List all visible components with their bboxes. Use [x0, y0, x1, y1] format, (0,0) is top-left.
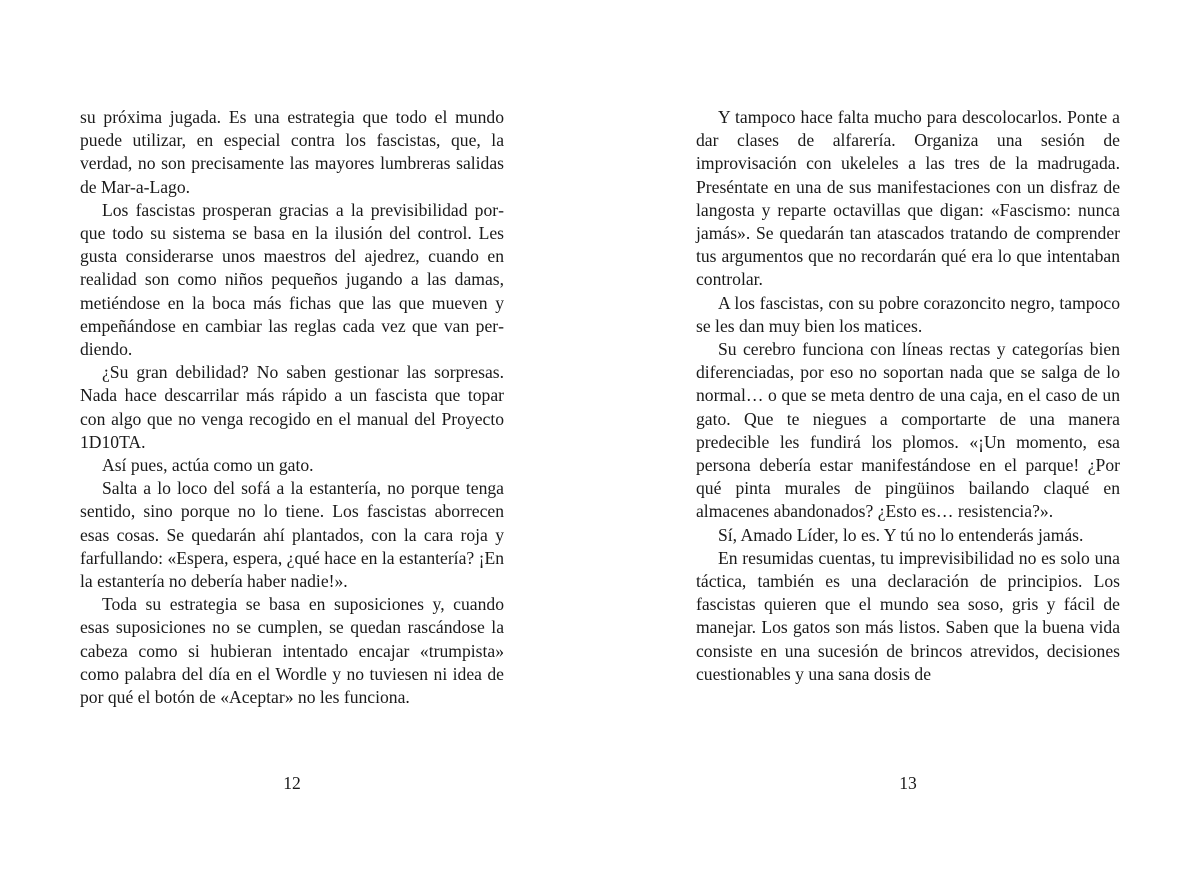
paragraph: En resumidas cuentas, tu imprevisibilidad no es solo una táctica, también es una declaración de principios. Los fascistas quieren que el mundo sea soso, gris y fácil de manejar. Los gatos son más listos. Saben que la buena vida consiste en una sucesión de brincos atrevidos, decisiones cuestionables y una sana dosis de: [696, 547, 1120, 684]
paragraph: ¿Su gran debilidad? No saben gestionar las sorpresas. Nada hace descarrilar más rápido a un fascista que topar con algo que no venga recogido en el manual del Proyecto 1D10TA.: [80, 362, 504, 452]
right-page-body: [696, 106, 1120, 686]
paragraph: su próxima jugada. Es una estrategia que todo el mundo puede utilizar, en especial contra los fascistas, que, la verdad, no son precisamente las mayores lumbreras salidas de Mar-a-Lago.: [80, 107, 504, 197]
right-page: [600, 0, 1200, 871]
page-number: 13: [899, 773, 917, 793]
paragraph: Así pues, actúa como un gato.: [102, 455, 314, 476]
paragraph: Los fascistas prosperan gracias a la previsibilidad porque todo su sistema se basa en la ilusión del control. Les gusta considerarse unos maestros del ajedrez, cuando en realidad son como niños pequeños jugando a las damas, metiéndose en la boca más fichas que las que mueven y empeñándose en cambiar las reglas cada vez que van perdiendo.: [80, 199, 504, 360]
paragraph: A los fascistas, con su pobre corazoncito negro, tampoco se les dan muy bien los matices.: [696, 292, 1120, 336]
paragraph: Su cerebro funciona con líneas rectas y categorías bien diferenciadas, por eso no soportan nada que se salga de lo normal… o que se meta dentro de una caja, en el caso de un gato. Que te niegues a comportarte de una manera predecible les fundirá los plomos. «¡Un momento, esa persona debería estar manifestándose en el parque! ¿Por qué pinta murales de pingüinos bailando claqué en almacenes abandonados? ¿Esto es… resistencia?».: [696, 339, 1120, 522]
paragraph: Toda su estrategia se basa en suposiciones y, cuando esas suposiciones no se cumplen, se quedan rascándose la cabeza como si hubieran intentado encajar «trumpista» como palabra del día en el Wordle y no tuviesen ni idea de por qué el botón de «Aceptar» no les funciona.: [80, 594, 504, 708]
paragraph: Sí, Amado Líder, lo es. Y tú no lo entenderás jamás.: [718, 524, 1084, 545]
paragraph: Y tampoco hace falta mucho para descolocarlos. Ponte a dar clases de alfarería. Organiza una sesión de improvisación con ukeleles a las tres de la madrugada. Preséntate en una de sus manifestaciones con un disfraz de langosta y reparte octavillas que digan: «Fascismo: nunca jamás». Se quedarán tan atascados tratando de comprender tus argumentos que no recordarán qué era lo que intentaban controlar.: [696, 107, 1120, 290]
paragraph: Salta a lo loco del sofá a la estantería, no porque tenga sentido, sino porque no lo tiene. Los fascistas aborrecen esas cosas. Se quedarán ahí plantados, con la cara roja y farfullando: «Espera, espera, ¿qué hace en la estantería? ¡En la estantería no debería haber nadie!».: [80, 478, 504, 592]
page-number: 12: [283, 773, 301, 793]
left-page-body: [80, 106, 504, 709]
